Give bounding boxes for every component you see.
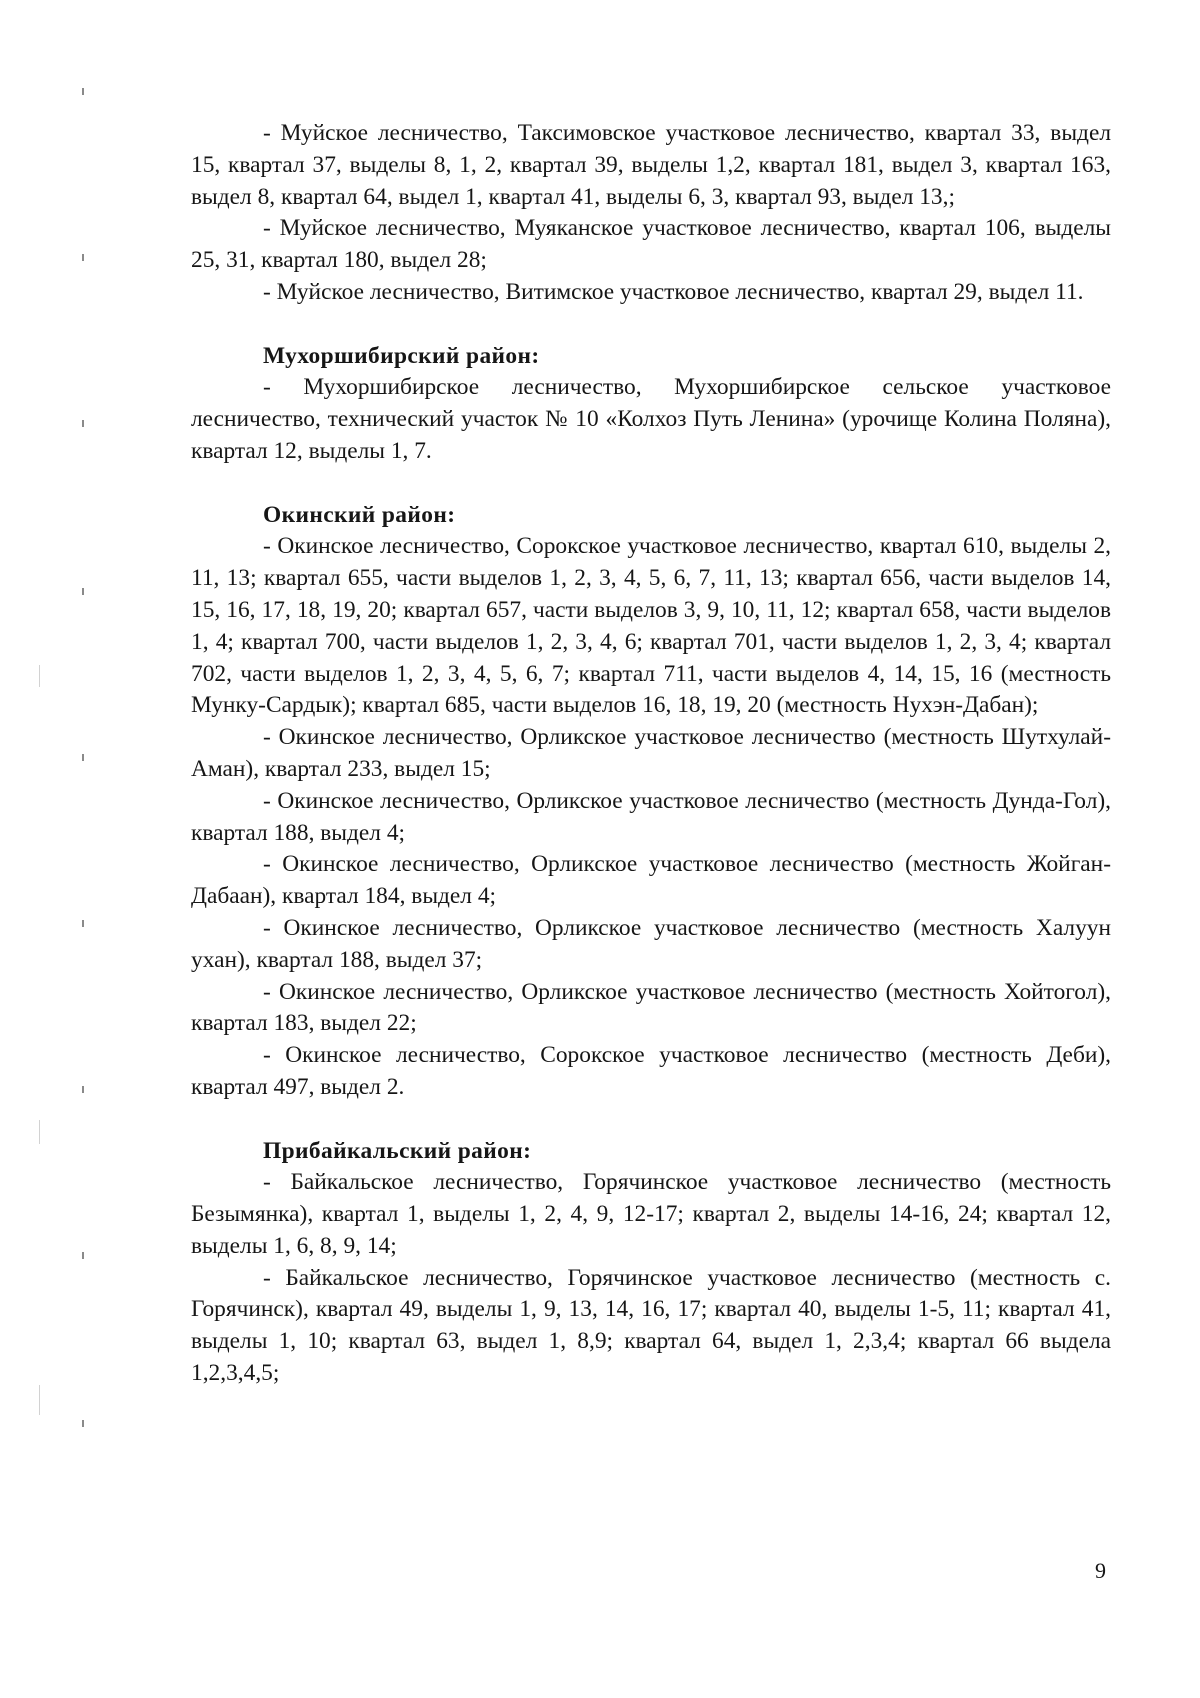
scan-mark	[82, 920, 84, 927]
page-number: 9	[1095, 1558, 1106, 1583]
scan-mark	[82, 1420, 84, 1427]
paragraph: - Окинское лесничество, Орликское участковое лесничество (местность Халуун ухан), квартал 188, выдел 37;	[191, 914, 1111, 973]
scan-mark	[82, 754, 84, 761]
paragraph: - Муйское лесничество, Муяканское участковое лесничество, квартал 106, выделы 25, 31, квартал 180, выдел 28;	[191, 215, 1111, 274]
paragraph: - Окинское лесничество, Сорокское участковое лесничество (местность Деби), квартал 497, выдел 2.	[191, 1042, 1111, 1100]
paragraph: - Мухоршибирское лесничество, Мухоршибирское сельское участковое лесничество, технический участок № 10 «Колхоз Путь Ленина» (урочище Колина Поляна), квартал 12, выделы 1, 7.	[191, 374, 1111, 464]
scan-edge-line	[39, 1385, 40, 1415]
scan-mark	[82, 588, 84, 595]
paragraph: - Муйское лесничество, Таксимовское участковое лесничество, квартал 33, выдел 15, квартал 37, выделы 8, 1, 2, квартал 39, выделы 1,2, квартал 181, выдел 3, квартал 163, выдел 8, квартал 64, выдел 1, квартал 41, выделы 6, 3, квартал 93, выдел 13,;	[191, 120, 1111, 210]
scan-mark	[82, 88, 84, 95]
paragraph: - Окинское лесничество, Орликское участковое лесничество (местность Шутхулай-Аман), квартал 233, выдел 15;	[191, 724, 1111, 782]
scan-edge-line	[39, 665, 40, 687]
scan-edge-line	[39, 1120, 40, 1144]
paragraph: - Окинское лесничество, Сорокское участковое лесничество, квартал 610, выделы 2, 11, 13; квартал 655, части выделов 1, 2, 3, 4, 5, 6, 7, 11, 13; квартал 656, части выделов 14, 15, 16, 17, 18, 19, 20; квартал 657, части выделов 3, 9, 10, 11, 12; квартал 658, части выделов 1, 4; квартал 700, части выделов 1, 2, 3, 4, 6; квартал 701, части выделов 1, 2, 3, 4; квартал 702, части выделов 1, 2, 3, 4, 5, 6, 7; квартал 711, части выделов 4, 14, 15, 16 (местность Мунку-Сардык); квартал 685, части выделов 16, 18, 19, 20 (местность Нухэн-Дабан);	[191, 533, 1111, 719]
paragraph: - Окинское лесничество, Орликское участковое лесничество (местность Жойган-Дабаан), квартал 184, выдел 4;	[191, 851, 1111, 910]
scan-mark	[82, 254, 84, 261]
paragraph: - Байкальское лесничество, Горячинское участковое лесничество (местность Безымянка), квартал 1, выделы 1, 2, 4, 9, 12-17; квартал 2, выделы 14-16, 24; квартал 12, выделы 1, 6, 8, 9, 14;	[191, 1169, 1111, 1259]
section-heading: Мухоршибирский район:	[263, 342, 540, 369]
paragraph: - Муйское лесничество, Витимское участковое лесничество, квартал 29, выдел 11.	[263, 278, 1084, 305]
paragraph: - Окинское лесничество, Орликское участковое лесничество (местность Дунда-Гол), квартал 188, выдел 4;	[191, 787, 1111, 846]
paragraph: - Окинское лесничество, Орликское участковое лесничество (местность Хойтогол), квартал 183, выдел 22;	[191, 978, 1111, 1037]
section-heading: Прибайкальский район:	[263, 1137, 532, 1164]
paragraph: - Байкальское лесничество, Горячинское участковое лесничество (местность с. Горячинск), квартал 49, выделы 1, 9, 13, 14, 16, 17; квартал 40, выделы 1-5, 11; квартал 41, выделы 1, 10; квартал 63, выдел 1, 8,9; квартал 64, выдел 1, 2,3,4; квартал 66 выдела 1,2,3,4,5;	[191, 1264, 1111, 1387]
scan-mark	[82, 1086, 84, 1093]
section-heading: Окинский район:	[263, 501, 456, 528]
scan-mark	[82, 1252, 84, 1259]
document-body	[191, 118, 1111, 1390]
scan-mark	[82, 420, 84, 427]
